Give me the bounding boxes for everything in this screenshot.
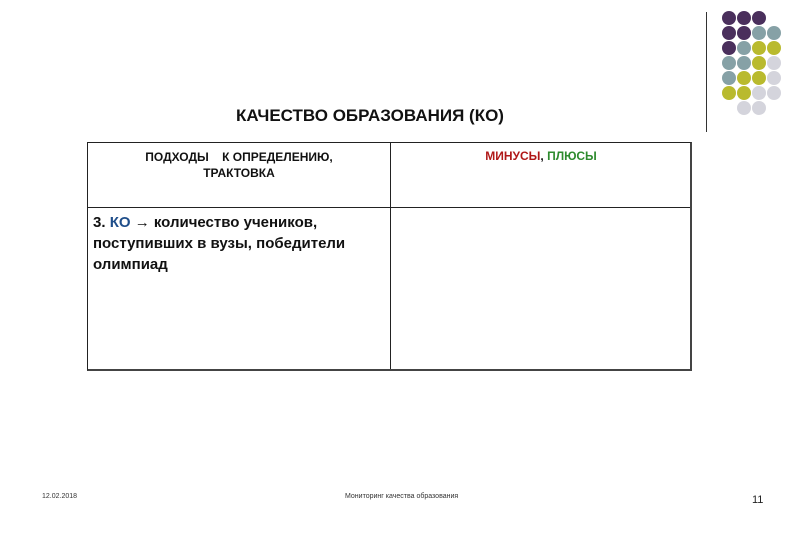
decorative-dot xyxy=(722,11,736,25)
decorative-dot xyxy=(722,41,736,55)
header-minuses: МИНУСЫ xyxy=(485,149,541,163)
approach-description: количество учеников, поступивших в вузы, победители олимпиад xyxy=(93,214,346,273)
decorative-vertical-line xyxy=(706,12,707,132)
decorative-dot xyxy=(767,41,781,55)
approach-ko-term: КО xyxy=(109,214,131,231)
decorative-dot xyxy=(752,101,766,115)
decorative-dot xyxy=(767,86,781,100)
decorative-dot xyxy=(722,56,736,70)
decorative-dot xyxy=(752,86,766,100)
decorative-dot xyxy=(722,86,736,100)
footer-date: 12.02.2018 xyxy=(42,493,78,500)
table-header-approaches-line2: ТРАКТОВКА xyxy=(203,166,275,180)
decorative-dot xyxy=(752,26,766,40)
approach-number: 3. xyxy=(93,214,110,231)
slide-title: КАЧЕСТВО ОБРАЗОВАНИЯ (КО) xyxy=(236,106,504,125)
decorative-dot xyxy=(737,71,751,85)
decorative-dot xyxy=(722,71,736,85)
approaches-table xyxy=(87,142,692,371)
decorative-dot xyxy=(752,11,766,25)
decorative-dot xyxy=(767,56,781,70)
decorative-dot xyxy=(767,26,781,40)
decorative-dot xyxy=(737,86,751,100)
decorative-dot xyxy=(737,26,751,40)
table-header-approaches xyxy=(88,149,390,181)
header-pluses: ПЛЮСЫ xyxy=(547,149,597,163)
decorative-dot xyxy=(737,56,751,70)
table-header-pros-cons xyxy=(391,149,691,163)
table-cell-pros-cons-3 xyxy=(391,208,691,368)
decorative-dot xyxy=(767,71,781,85)
header-separator: , xyxy=(540,149,548,163)
table-cell-approach-3 xyxy=(93,212,385,275)
decorative-dot-grid xyxy=(0,0,810,120)
decorative-dot xyxy=(752,56,766,70)
decorative-dot xyxy=(722,26,736,40)
table-header-approaches-line1: ПОДХОДЫ К ОПРЕДЕЛЕНИЮ, xyxy=(145,150,333,164)
decorative-dot xyxy=(752,71,766,85)
decorative-dot xyxy=(737,101,751,115)
page-number: 11 xyxy=(752,494,764,506)
decorative-dot xyxy=(752,41,766,55)
decorative-dot xyxy=(737,41,751,55)
arrow-right-icon: → xyxy=(134,214,150,231)
decorative-dot xyxy=(737,11,751,25)
footer-title: Мониторинг качества образования xyxy=(345,493,459,500)
